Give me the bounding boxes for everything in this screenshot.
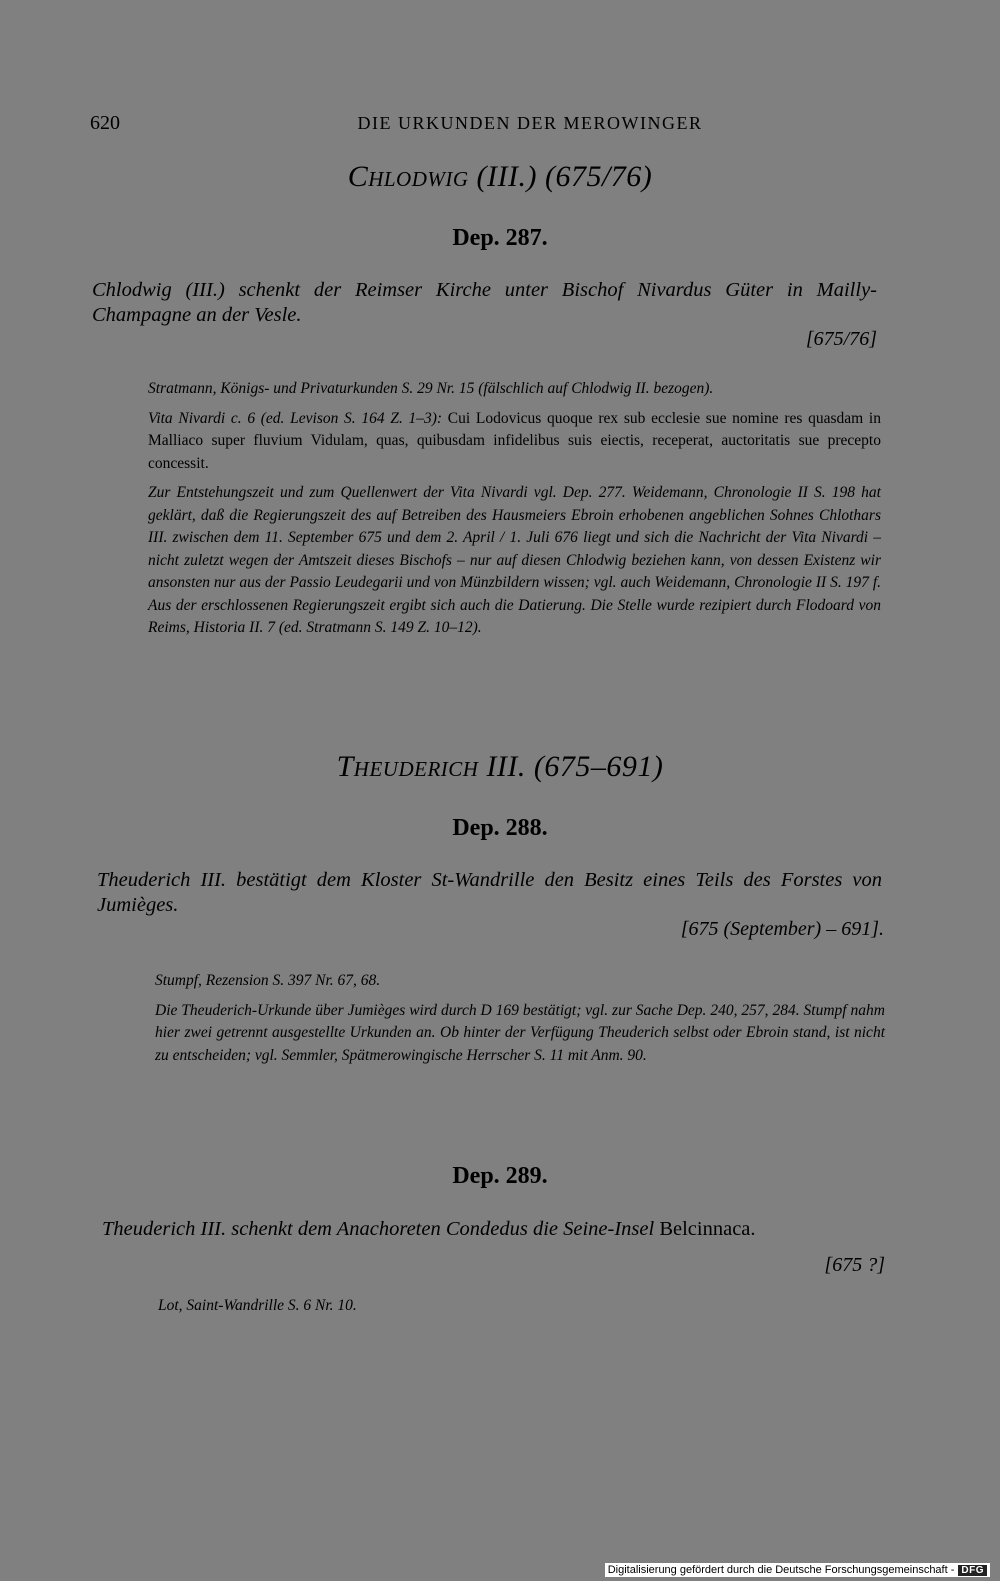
dep-288-note-commentary: Die Theuderich-Urkunde über Jumièges wird durch D 169 bestätigt; vgl. zur Sache Dep. 240, 257, 284. Stumpf nahm hier zwei getrennt ausgestellte Urkunden an. Ob hinter der Verfügung Theuderich selbst oder Ebroin stand, ist nicht zu entscheiden; vgl. Semmler, Spätmerowingische Herrscher S. 11 mit Anm. 90. (155, 1001, 885, 1064)
dep-288-regest: Theuderich III. bestätigt dem Kloster St-Wandrille den Besitz eines Teils des Forstes von Jumièges. (97, 869, 882, 916)
dep-287-regest: Chlodwig (III.) schenkt der Reimser Kirche unter Bischof Nivardus Güter in Mailly-Champagne an der Vesle. (92, 279, 877, 326)
section-title-chlodwig (0, 160, 1000, 194)
dep-289-regest-upright: Belcinnaca. (654, 1218, 756, 1240)
dep-289-date: [675 ?] (824, 1254, 885, 1276)
dep-287-note-stratmann: Stratmann, Königs- und Privaturkunden S. 29 Nr. 15 (fälschlich auf Chlodwig II. bezogen). (148, 380, 714, 397)
section-title-theuderich (0, 750, 1000, 784)
dep-289-notes (158, 1295, 885, 1325)
dep-289-regest (102, 1217, 887, 1242)
page-number: 620 (90, 112, 120, 134)
dep-287-note-vita-cite: Vita Nivardi c. 6 (ed. Levison S. 164 Z. 1–3): (148, 409, 443, 427)
dep-287-date: [675/76] (805, 328, 877, 350)
dep-287-heading: Dep. 287. (452, 225, 548, 251)
dep-287-note-commentary: Zur Entstehungszeit und zum Quellenwert der Vita Nivardi vgl. Dep. 277. Weidemann, Chronologie II S. 198 hat geklärt, daß die Regierungszeit des auf Betreiben des Hausmeiers Ebroin erhobenen angeblichen Sohnes Chlothars III. zwischen dem 11. September 675 und dem 2. April / 1. Juli 676 liegt und sich die Nachricht der Vita Nivardi – nicht zuletzt wegen der Amtszeit dieses Bischofs – nur auf diesen Chlodwig beziehen kann, von dessen Existenz wir ansonsten nur aus der Passio Leudegarii und von Münzbildern wissen; vgl. auch Weidemann, Chronologie II S. 197 f. Aus der erschlossenen Regierungszeit ergibt sich auch die Datierung. Die Stelle wurde rezipiert durch Flodoard von Reims, Historia II. 7 (ed. Stratmann S. 149 Z. 10–12). (148, 484, 881, 636)
dep-289-note-lot: Lot, Saint-Wandrille S. 6 Nr. 10. (158, 1297, 357, 1314)
section-title-text: Theuderich III. (675–691) (336, 750, 664, 783)
dep-289-regest-italic: Theuderich III. schenkt dem Anachoreten Condedus die Seine-Insel (102, 1218, 655, 1240)
dep-288-note-stumpf: Stumpf, Rezension S. 397 Nr. 67, 68. (155, 972, 381, 989)
footer-text: Digitalisierung gefördert durch die Deutsche Forschungsgemeinschaft - (607, 1564, 955, 1576)
dep-287-notes (148, 378, 881, 647)
footer-credit (605, 1563, 990, 1577)
dep-288-notes (155, 970, 885, 1074)
dep-288-heading: Dep. 288. (452, 815, 548, 841)
dep-289-heading: Dep. 289. (452, 1163, 548, 1189)
dep-287-note-vita (148, 408, 881, 476)
section-title-text: Chlodwig (III.) (675/76) (347, 160, 653, 193)
dep-287-note-vita-text: Cui Lodovicus quoque rex sub ecclesie sue nomine res quasdam in Malliaco super fluvium Vidulam, quas, quibusdam infidelibus suis eiectis, receperat, auctoritatis sue precepto concessit. (148, 409, 881, 472)
dfg-logo-icon: DFG (958, 1565, 987, 1576)
running-head: DIE URKUNDEN DER MEROWINGER (357, 113, 703, 133)
dep-288-date: [675 (September) – 691]. (680, 918, 884, 940)
